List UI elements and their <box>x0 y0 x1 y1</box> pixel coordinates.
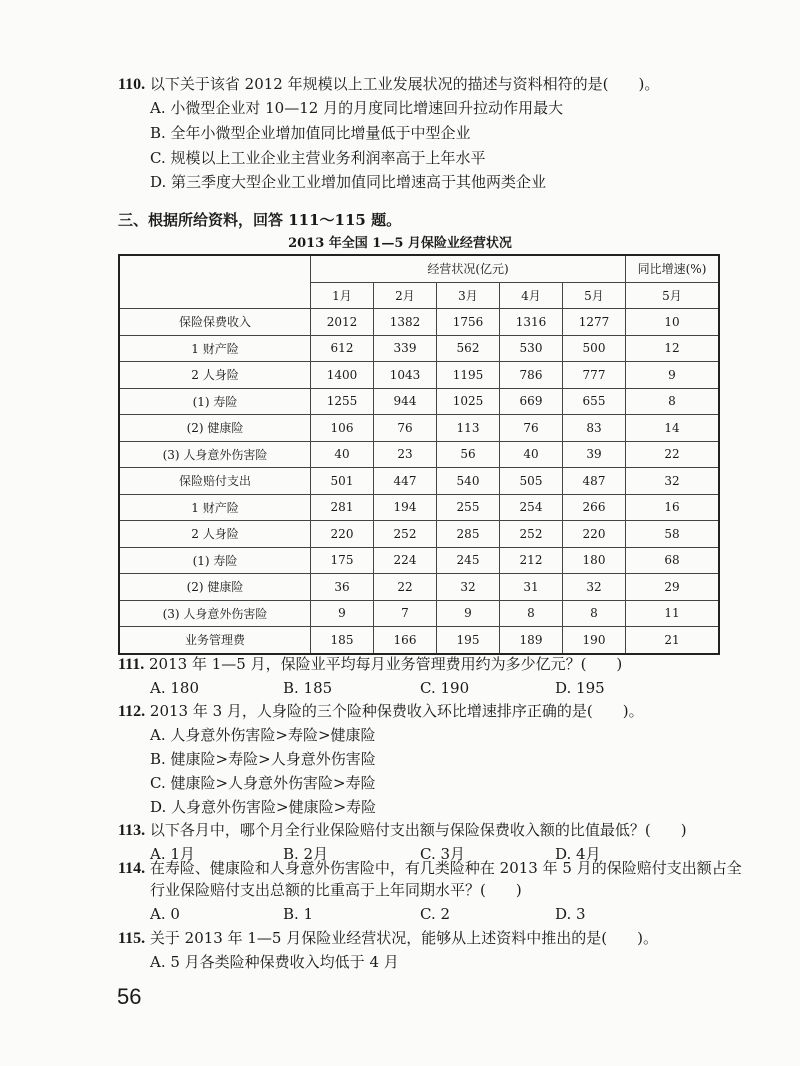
value-cell: 501 <box>311 468 374 495</box>
row-label: (1) 寿险 <box>119 388 311 415</box>
value-cell: 8 <box>500 600 563 627</box>
month-header: 3月 <box>437 282 500 309</box>
value-cell: 1382 <box>374 309 437 336</box>
value-cell: 212 <box>500 547 563 574</box>
growth-cell: 32 <box>626 468 720 495</box>
value-cell: 32 <box>437 574 500 601</box>
value-cell: 1316 <box>500 309 563 336</box>
table-row <box>119 415 719 442</box>
value-cell: 8 <box>563 600 626 627</box>
row-label: 1 财产险 <box>119 335 311 362</box>
row-label: (3) 人身意外伤害险 <box>119 600 311 627</box>
question-number: 112. <box>118 703 146 720</box>
value-cell: 180 <box>563 547 626 574</box>
page-number: 56 <box>117 984 142 1009</box>
table-caption: 2013 年全国 1—5 月保险业经营状况 <box>288 236 512 251</box>
value-cell: 285 <box>437 521 500 548</box>
row-label: 保险赔付支出 <box>119 468 311 495</box>
table-row <box>119 574 719 601</box>
option-d: D. 第三季度大型企业工业增加值同比增速高于其他两类企业 <box>150 173 547 191</box>
table-row <box>119 335 719 362</box>
value-cell: 2012 <box>311 309 374 336</box>
growth-cell: 12 <box>626 335 720 362</box>
growth-cell: 9 <box>626 362 720 389</box>
value-cell: 612 <box>311 335 374 362</box>
value-cell: 220 <box>563 521 626 548</box>
value-cell: 1195 <box>437 362 500 389</box>
insurance-data-table <box>118 254 720 655</box>
option-a: A. 180 <box>150 679 199 697</box>
option-c: C. 190 <box>420 679 470 697</box>
table-row <box>119 441 719 468</box>
row-label: 2 人身险 <box>119 521 311 548</box>
value-cell: 7 <box>374 600 437 627</box>
group-header-operations: 经营状况(亿元) <box>311 255 626 282</box>
value-cell: 40 <box>311 441 374 468</box>
question-111 <box>118 654 622 675</box>
value-cell: 530 <box>500 335 563 362</box>
question-stem: 以下关于该省 2012 年规模以上工业发展状况的描述与资料相符的是( )。 <box>149 75 660 93</box>
value-cell: 655 <box>563 388 626 415</box>
question-number: 115. <box>118 930 146 947</box>
table-body <box>119 309 719 654</box>
value-cell: 220 <box>311 521 374 548</box>
table-row <box>119 494 719 521</box>
table-row <box>119 521 719 548</box>
value-cell: 540 <box>437 468 500 495</box>
value-cell: 190 <box>563 627 626 654</box>
value-cell: 487 <box>563 468 626 495</box>
value-cell: 32 <box>563 574 626 601</box>
table-row <box>119 388 719 415</box>
value-cell: 195 <box>437 627 500 654</box>
value-cell: 1025 <box>437 388 500 415</box>
option-a: A. 人身意外伤害险>寿险>健康险 <box>150 726 376 744</box>
value-cell: 189 <box>500 627 563 654</box>
value-cell: 447 <box>374 468 437 495</box>
option-a: A. 小微型企业对 10—12 月的月度同比增速回升拉动作用最大 <box>150 99 564 117</box>
row-label: (1) 寿险 <box>119 547 311 574</box>
question-number: 111. <box>118 656 145 673</box>
group-header-growth: 同比增速(%) <box>626 255 720 282</box>
value-cell: 23 <box>374 441 437 468</box>
question-stem: 2013 年 1—5 月，保险业平均每月业务管理费用约为多少亿元？( ) <box>149 655 623 673</box>
value-cell: 36 <box>311 574 374 601</box>
question-number: 114. <box>118 860 146 877</box>
option-d: D. 195 <box>555 679 605 697</box>
table-row <box>119 600 719 627</box>
value-cell: 1400 <box>311 362 374 389</box>
option-c: C. 健康险>人身意外伤害险>寿险 <box>150 774 376 792</box>
row-label: (2) 健康险 <box>119 415 311 442</box>
month-header: 1月 <box>311 282 374 309</box>
growth-cell: 8 <box>626 388 720 415</box>
value-cell: 281 <box>311 494 374 521</box>
value-cell: 245 <box>437 547 500 574</box>
value-cell: 1277 <box>563 309 626 336</box>
value-cell: 76 <box>500 415 563 442</box>
option-a: A. 5 月各类险种保费收入均低于 4 月 <box>150 953 399 971</box>
value-cell: 500 <box>563 335 626 362</box>
option-c: C. 2 <box>420 905 451 923</box>
value-cell: 562 <box>437 335 500 362</box>
row-label: 保险保费收入 <box>119 309 311 336</box>
value-cell: 166 <box>374 627 437 654</box>
value-cell: 40 <box>500 441 563 468</box>
question-number: 113. <box>118 822 146 839</box>
value-cell: 39 <box>563 441 626 468</box>
question-110 <box>118 74 659 95</box>
option-a: A. 1月 <box>150 845 195 863</box>
value-cell: 113 <box>437 415 500 442</box>
question-113 <box>118 820 687 841</box>
value-cell: 252 <box>374 521 437 548</box>
question-stem-line-1: 在寿险、健康险和人身意外伤害险中，有几类险种在 2013 年 5 月的保险赔付支出额占全 <box>149 859 742 877</box>
table-row <box>119 309 719 336</box>
question-112 <box>118 701 644 722</box>
value-cell: 777 <box>563 362 626 389</box>
option-b: B. 健康险>寿险>人身意外伤害险 <box>150 750 376 768</box>
month-header: 5月 <box>563 282 626 309</box>
option-a: A. 0 <box>150 905 180 923</box>
value-cell: 1756 <box>437 309 500 336</box>
question-115 <box>118 928 658 949</box>
growth-cell: 22 <box>626 441 720 468</box>
value-cell: 31 <box>500 574 563 601</box>
option-d: D. 3 <box>555 905 586 923</box>
section-heading: 三、根据所给资料，回答 111～115 题。 <box>118 211 402 229</box>
row-label: 业务管理费 <box>119 627 311 654</box>
option-c: C. 规模以上工业企业主营业务利润率高于上年水平 <box>150 149 486 167</box>
value-cell: 22 <box>374 574 437 601</box>
option-d: D. 4月 <box>555 845 601 863</box>
value-cell: 266 <box>563 494 626 521</box>
question-number: 110. <box>118 76 146 93</box>
table-header-row <box>119 255 719 282</box>
value-cell: 786 <box>500 362 563 389</box>
row-label: (2) 健康险 <box>119 574 311 601</box>
option-d: D. 人身意外伤害险>健康险>寿险 <box>150 798 377 816</box>
value-cell: 76 <box>374 415 437 442</box>
month-header: 2月 <box>374 282 437 309</box>
value-cell: 224 <box>374 547 437 574</box>
value-cell: 1255 <box>311 388 374 415</box>
value-cell: 9 <box>311 600 374 627</box>
value-cell: 944 <box>374 388 437 415</box>
corner-cell <box>119 255 311 309</box>
value-cell: 252 <box>500 521 563 548</box>
table-row <box>119 362 719 389</box>
table-row <box>119 627 719 654</box>
growth-cell: 21 <box>626 627 720 654</box>
table-row <box>119 547 719 574</box>
growth-month-header: 5月 <box>626 282 720 309</box>
option-c: C. 3月 <box>420 845 466 863</box>
value-cell: 194 <box>374 494 437 521</box>
value-cell: 106 <box>311 415 374 442</box>
growth-cell: 29 <box>626 574 720 601</box>
value-cell: 255 <box>437 494 500 521</box>
option-b: B. 185 <box>283 679 333 697</box>
option-b: B. 1 <box>283 905 314 923</box>
table-row <box>119 468 719 495</box>
growth-cell: 68 <box>626 547 720 574</box>
value-cell: 9 <box>437 600 500 627</box>
value-cell: 1043 <box>374 362 437 389</box>
value-cell: 56 <box>437 441 500 468</box>
growth-cell: 14 <box>626 415 720 442</box>
value-cell: 339 <box>374 335 437 362</box>
value-cell: 669 <box>500 388 563 415</box>
growth-cell: 58 <box>626 521 720 548</box>
growth-cell: 10 <box>626 309 720 336</box>
value-cell: 185 <box>311 627 374 654</box>
growth-cell: 11 <box>626 600 720 627</box>
row-label: 1 财产险 <box>119 494 311 521</box>
question-stem: 以下各月中，哪个月全行业保险赔付支出额与保险保费收入额的比值最低？( ) <box>149 821 687 839</box>
question-stem: 2013 年 3 月，人身险的三个险种保费收入环比增速排序正确的是( )。 <box>149 702 644 720</box>
option-b: B. 2月 <box>283 845 329 863</box>
value-cell: 505 <box>500 468 563 495</box>
question-114 <box>118 858 742 879</box>
question-stem-line-2: 行业保险赔付支出总额的比重高于上年同期水平？( ) <box>150 881 522 899</box>
row-label: 2 人身险 <box>119 362 311 389</box>
month-header: 4月 <box>500 282 563 309</box>
option-b: B. 全年小微型企业增加值同比增量低于中型企业 <box>150 124 471 142</box>
growth-cell: 16 <box>626 494 720 521</box>
row-label: (3) 人身意外伤害险 <box>119 441 311 468</box>
value-cell: 83 <box>563 415 626 442</box>
value-cell: 254 <box>500 494 563 521</box>
question-stem: 关于 2013 年 1—5 月保险业经营状况，能够从上述资料中推出的是( )。 <box>149 929 658 947</box>
value-cell: 175 <box>311 547 374 574</box>
